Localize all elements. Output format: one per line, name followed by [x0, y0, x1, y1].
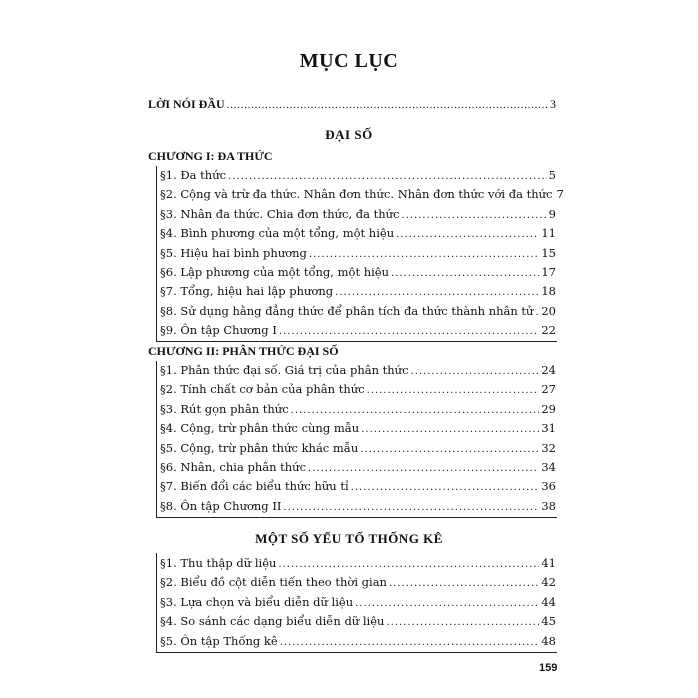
toc-entry	[160, 419, 556, 437]
page-title: MỤC LỤC	[299, 50, 399, 72]
dot-leader	[280, 634, 540, 652]
entry-page: 48	[541, 633, 556, 648]
entry-label: §8. Sử dụng hằng đẳng thức để phân tích đa thức thành nhân tử	[160, 303, 534, 318]
entry-label: §3. Nhân đa thức. Chia đơn thức, đa thức	[160, 206, 400, 221]
chapter-heading-2: CHƯƠNG II: PHÂN THỨC ĐẠI SỐ	[148, 344, 339, 358]
toc-entry	[160, 477, 556, 495]
entry-page: 24	[541, 363, 556, 377]
entry-label: §2. Cộng và trừ đa thức. Nhân đơn thức. Nhân đơn thức với đa thức	[160, 187, 553, 202]
dot-leader	[396, 226, 539, 244]
dot-leader	[279, 323, 539, 341]
toc-entry	[160, 554, 556, 572]
entry-label: §1. Thu thập dữ liệu	[160, 556, 277, 570]
entry-label: §7. Biến đổi các biểu thức hữu tỉ	[160, 479, 349, 494]
entry-page: 36	[541, 479, 556, 494]
entry-label: §3. Rút gọn phân thức	[160, 401, 289, 416]
toc-entry	[160, 185, 564, 203]
entry-page: 7	[556, 187, 564, 202]
entry-page: 20	[541, 303, 556, 318]
entry-page: 34	[541, 460, 556, 474]
dot-leader	[309, 246, 539, 264]
dot-leader	[360, 441, 539, 459]
entry-page: 31	[541, 421, 556, 436]
entry-page: 42	[541, 575, 556, 590]
entry-page: 18	[541, 284, 556, 299]
entry-label: §5. Hiệu hai bình phương	[160, 245, 307, 260]
toc-entry	[160, 573, 556, 591]
dot-leader	[227, 97, 548, 115]
dot-leader	[291, 402, 540, 420]
entry-label: §4. Bình phương của một tổng, một hiệu	[160, 226, 395, 241]
dot-leader	[308, 460, 539, 478]
toc-entry	[160, 166, 556, 184]
toc-entry	[160, 282, 556, 300]
toc-entry	[160, 612, 556, 630]
entry-label: §1. Đa thức	[160, 168, 227, 182]
entry-label: LỜI NÓI ĐẦU	[148, 97, 225, 111]
toc-entry	[160, 439, 556, 457]
entry-page: 15	[541, 245, 556, 260]
toc-entry	[160, 263, 556, 281]
toc-entry	[160, 632, 556, 650]
entry-page: 5	[548, 168, 556, 182]
toc-entry	[160, 361, 556, 379]
entry-label: §1. Phân thức đại số. Giá trị của phân thức	[160, 363, 409, 377]
entry-label: §9. Ôn tập Chương I	[160, 323, 277, 338]
entry-label: §4. Cộng, trừ phân thức cùng mẫu	[160, 421, 360, 436]
entry-label: §2. Tính chất cơ bản của phân thức	[160, 382, 365, 397]
entry-page: 32	[541, 440, 556, 455]
dot-leader	[361, 421, 539, 439]
toc-entry	[160, 593, 556, 611]
page-number: 159	[539, 662, 558, 674]
entry-page: 38	[541, 498, 556, 513]
entry-label: §6. Lập phương của một tổng, một hiệu	[160, 265, 390, 279]
entry-label: §8. Ôn tập Chương II	[160, 498, 282, 513]
dot-leader	[389, 575, 539, 593]
entry-page: 9	[548, 206, 556, 221]
toc-entry	[160, 244, 556, 262]
entry-label: §7. Tổng, hiệu hai lập phương	[160, 284, 334, 299]
entry-label: §5. Ôn tập Thống kê	[160, 633, 278, 648]
toc-entry	[160, 224, 556, 242]
toc-entry	[160, 380, 556, 398]
toc-entry	[160, 321, 556, 339]
toc-entry-preface	[148, 95, 556, 113]
chapter-heading-1: CHƯƠNG I: ĐA THỨC	[148, 149, 273, 163]
entry-label: §2. Biểu đồ cột diễn tiến theo thời gian	[160, 575, 387, 590]
dot-leader	[283, 499, 539, 517]
dot-leader	[386, 614, 539, 632]
dot-leader	[278, 556, 539, 574]
entry-page: 3	[550, 97, 556, 111]
entry-page: 44	[541, 594, 556, 609]
dot-leader	[335, 284, 539, 302]
entry-page: 29	[541, 401, 556, 416]
toc-entry	[160, 497, 556, 515]
dot-leader	[355, 595, 539, 613]
entry-label: §3. Lựa chọn và biểu diễn dữ liệu	[160, 594, 354, 609]
entry-page: 17	[541, 265, 556, 279]
dot-leader	[351, 479, 540, 497]
entry-page: 27	[541, 382, 556, 397]
dot-leader	[411, 363, 540, 381]
dot-leader	[402, 207, 547, 225]
toc-entry	[160, 458, 556, 476]
entry-page: 41	[541, 556, 556, 570]
toc-entry	[160, 205, 556, 223]
dot-leader	[228, 168, 547, 186]
entry-label: §5. Cộng, trừ phân thức khác mẫu	[160, 440, 359, 455]
entry-page: 11	[541, 226, 556, 241]
dot-leader	[367, 382, 540, 400]
entry-page: 45	[541, 614, 556, 629]
toc-entry	[160, 400, 556, 418]
entry-page: 22	[541, 323, 556, 338]
part-heading-statistics: MỘT SỐ YẾU TỐ THỐNG KÊ	[255, 531, 443, 546]
entry-label: §4. So sánh các dạng biểu diễn dữ liệu	[160, 614, 385, 629]
toc-entry	[160, 302, 556, 320]
entry-label: §6. Nhân, chia phân thức	[160, 460, 307, 474]
part-heading-algebra: ĐẠI SỐ	[325, 127, 373, 142]
dot-leader	[535, 304, 539, 322]
dot-leader	[391, 265, 539, 283]
